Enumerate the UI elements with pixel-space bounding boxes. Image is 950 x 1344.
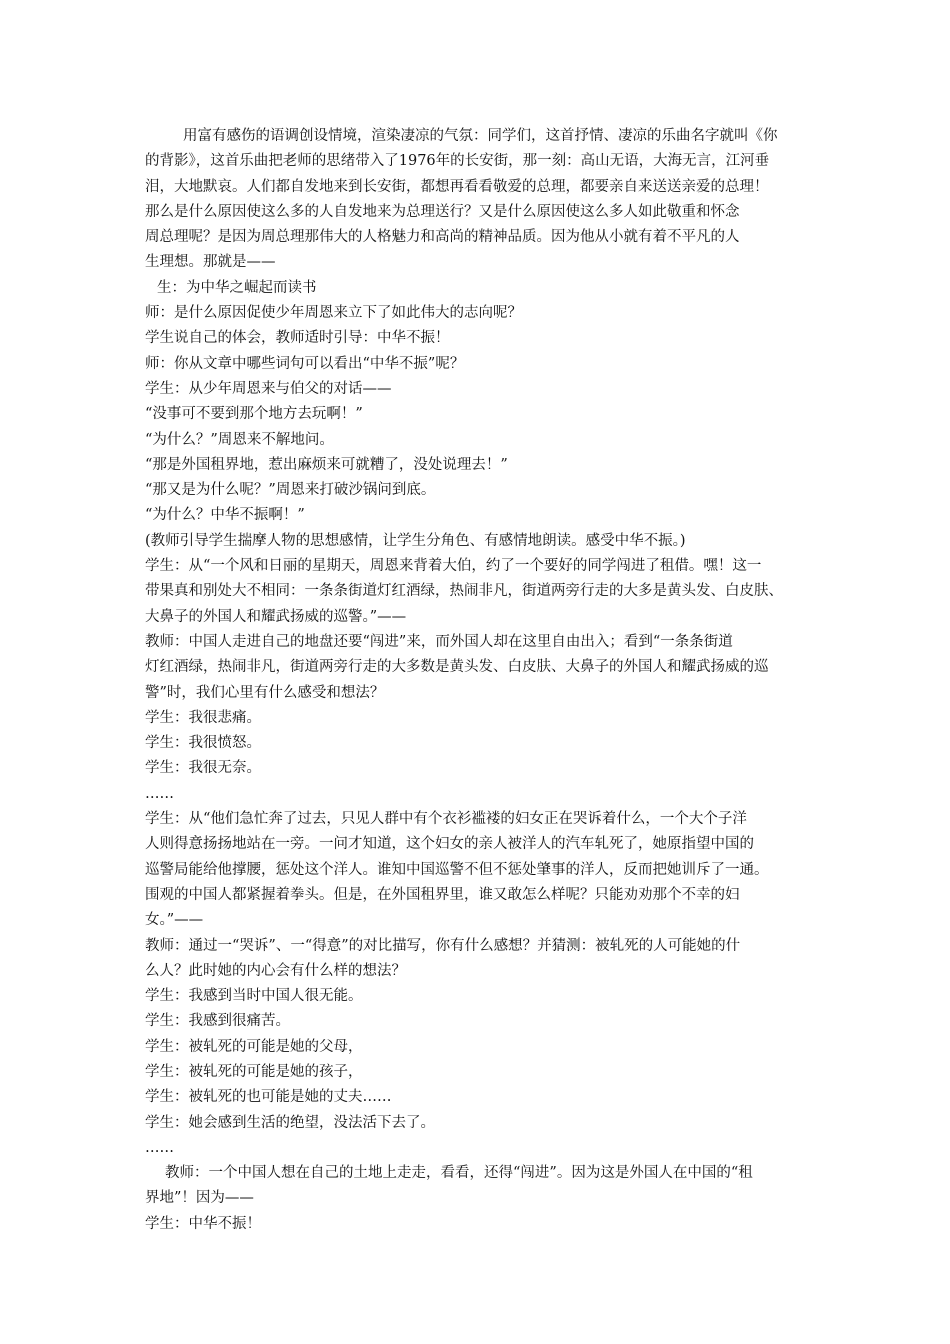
text-line: 围观的中国人都紧握着拳头。但是，在外国租界里，谁又敢怎么样呢？只能劝劝那个不幸的妇 bbox=[145, 886, 740, 903]
text-line: “为什么？中华不振啊！” bbox=[145, 507, 305, 524]
text-line: 教师：一个中国人想在自己的土地上走走，看看，还得“闯进”。因为这是外国人在中国的“租 bbox=[165, 1165, 753, 1182]
text-line: “那又是为什么呢？”周恩来打破沙锅问到底。 bbox=[145, 482, 436, 499]
text-line: 学生：从“他们急忙奔了过去，只见人群中有个衣衫褴褛的妇女正在哭诉着什么，一个大个子洋 bbox=[145, 811, 747, 828]
text-line: “为什么？”周恩来不解地问。 bbox=[145, 431, 334, 448]
text-line: 么人？此时她的内心会有什么样的想法？ bbox=[145, 962, 406, 979]
text-line: 生：为中华之崛起而读书 bbox=[157, 279, 317, 296]
text-line: 的背影》，这首乐曲把老师的思绪带入了1976年的长安街，那一刻：高山无语，大海无言，江河垂 bbox=[145, 153, 770, 170]
text-line: “那是外国租界地，惹出麻烦来可就糟了，没处说理去！” bbox=[145, 456, 508, 473]
text-line: 生理想。那就是—— bbox=[145, 254, 276, 271]
text-line: 学生：中华不振！ bbox=[145, 1215, 261, 1232]
text-line: 学生：从“一个风和日丽的星期天，周恩来背着大伯，约了一个要好的同学闯进了租借。嘿！这一 bbox=[145, 558, 762, 575]
text-line: 女。”—— bbox=[145, 912, 204, 929]
text-line: (教师引导学生揣摩人物的思想感情，让学生分角色、有感情地朗读。感受中华不振。) bbox=[145, 532, 686, 549]
text-line: 学生：被轧死的也可能是她的丈夫…… bbox=[145, 1089, 392, 1106]
text-line: 学生说自己的体会，教师适时引导：中华不振！ bbox=[145, 330, 450, 347]
text-line: 师：是什么原因促使少年周恩来立下了如此伟大的志向呢？ bbox=[145, 305, 522, 322]
text-line: “没事可不要到那个地方去玩啊！” bbox=[145, 406, 363, 423]
text-line: 教师：中国人走进自己的地盘还要“闯进”来，而外国人却在这里自由出入；看到“一条条街道 bbox=[145, 633, 733, 650]
text-line: 大鼻子的外国人和耀武扬威的巡警。”—— bbox=[145, 608, 407, 625]
text-line: 灯红酒绿，热闹非凡，街道两旁行走的大多数是黄头发、白皮肤、大鼻子的外国人和耀武扬威的巡 bbox=[145, 659, 769, 676]
text-line: 学生：我很悲痛。 bbox=[145, 709, 261, 726]
text-line: …… bbox=[145, 1139, 174, 1156]
text-line: 学生：我很无奈。 bbox=[145, 760, 261, 777]
text-line: 学生：被轧死的可能是她的孩子， bbox=[145, 1063, 363, 1080]
text-line: 带果真和别处大不相同：一条条街道灯红酒绿，热闹非凡，街道两旁行走的大多是黄头发、白皮肤、 bbox=[145, 583, 783, 600]
text-line: 警”时，我们心里有什么感受和想法？ bbox=[145, 684, 385, 701]
text-line: 学生：我感到当时中国人很无能。 bbox=[145, 988, 363, 1005]
text-line: 用富有感伤的语调创设情境，渲染凄凉的气氛：同学们，这首抒情、凄凉的乐曲名字就叫《你 bbox=[183, 128, 778, 144]
text-line: 学生：她会感到生活的绝望，没法活下去了。 bbox=[145, 1114, 435, 1131]
text-line: 学生：从少年周恩来与伯父的对话—— bbox=[145, 380, 392, 397]
text-line: 学生：我很愤怒。 bbox=[145, 735, 261, 752]
text-line: 界地”！因为—— bbox=[145, 1190, 254, 1207]
text-line: 周总理呢？是因为周总理那伟大的人格魅力和高尚的精神品质。因为他从小就有着不平凡的人 bbox=[145, 229, 740, 246]
text-line: 人则得意扬扬地站在一旁。一问才知道，这个妇女的亲人被洋人的汽车轧死了，她原指望中国的 bbox=[145, 836, 754, 853]
text-line: 那么是什么原因使这么多的人自发地来为总理送行？又是什么原因使这么多人如此敬重和怀念 bbox=[145, 203, 740, 220]
text-line: 泪，大地默哀。人们都自发地来到长安街，都想再看看敬爱的总理，都要亲自来送送亲爱的总理！ bbox=[145, 178, 769, 195]
text-line: 师：你从文章中哪些词句可以看出“中华不振”呢？ bbox=[145, 355, 465, 372]
document-body bbox=[145, 124, 807, 1237]
text-line: 学生：被轧死的可能是她的父母， bbox=[145, 1038, 363, 1055]
text-line: 学生：我感到很痛苦。 bbox=[145, 1013, 290, 1030]
text-line: 教师：通过一“哭诉”、一“得意”的对比描写，你有什么感想？并猜测：被轧死的人可能她的什 bbox=[145, 937, 741, 954]
text-line: …… bbox=[145, 785, 174, 802]
text-line: 巡警局能给他撑腰，惩处这个洋人。谁知中国巡警不但不惩处肇事的洋人，反而把她训斥了一通。 bbox=[145, 861, 769, 878]
